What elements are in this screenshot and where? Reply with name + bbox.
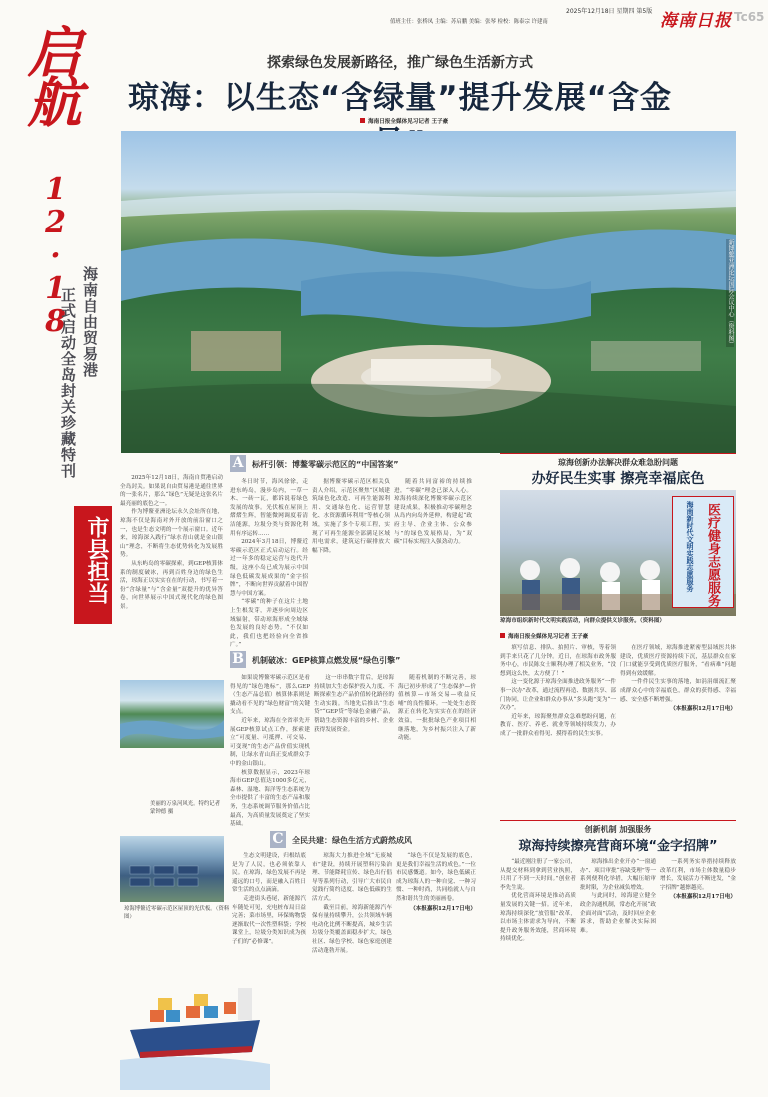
paragraph: 据博鳌零碳示范区相关负责人介绍，示范区聚焦“区域建筑绿色化改造、可再生能源利用、交通绿色化、运营智慧化、水资源循环利用”等核心领域，实施了多个专项工程，实现了可再生能源全部满足区域用电需求，建筑运行碳排放大幅下降。: [312, 479, 390, 554]
section-c-header: [270, 830, 490, 850]
paragraph: 生态文明建设，归根结底是为了人民，也必须依靠人民。在琼海，绿色发展不再是遥远的口号，而是融入百姓日常生活的点点滴滴。: [232, 853, 306, 894]
paragraph: 在医疗领域，琼海推进紧密型县域医共体建设，优质医疗资源持续下沉，基层群众在家门口就能享受到优质医疗服务，“看病难”问题得到有效缓解。: [620, 645, 736, 677]
story2-col2: [620, 644, 736, 712]
paragraph: 这一串串数字背后，是琼海持续加大生态保护投入力度、不断探索生态产品价值转化路径的生动实践。当地先后推出“生态贷”“GEP贷”等绿色金融产品，帮助生态资源丰富的乡村、企业获得发展资金。: [314, 675, 394, 733]
lead-kicker: 探索绿色发展新路径，推广绿色生活新方式: [267, 55, 533, 71]
paragraph: 一系列务实举措持续释放改革红利，市场主体数量稳步增长，发展活力不断迸发，“金字招牌”越擦越亮。: [660, 859, 736, 891]
river-photo-caption: 美丽的万泉河风光。特约记者 蒙钟德 摄: [150, 801, 221, 815]
section-title: 标杆引领：博鳌零碳示范区的“中国答案”: [252, 460, 399, 469]
section-title: 全民共建：绿色生活方式蔚然成风: [292, 836, 412, 845]
paragraph: 截至目前，琼海新能源汽车保有量持续攀升，公共领域车辆电动化比例不断提高，城乡生活垃圾分类覆盖面稳步扩大，绿色社区、绿色学校、绿色家庭创建活动蓬勃开展。: [312, 904, 392, 954]
endnote: （本报嘉积12月17日电）: [410, 905, 476, 912]
story2-headline: 办好民生实事 擦亮幸福底色: [531, 471, 705, 487]
story2-photo-caption: 琼海市组织新时代文明实践活动，向群众提供义诊服务。（资料图）: [500, 618, 666, 624]
byline-square-icon: [500, 633, 505, 638]
story3-kicker: 创新机制 加强服务: [584, 824, 652, 834]
intro-paragraph: 从东屿岛的零碳探索，到GEP核算体系的制度破冰，再到百姓身边的绿色生活，琼海正以实实在在的行动，书写着一份“含绿量”与“含金量”双提升的优异答卷，向世界展示中国式现代化的绿色图景。: [120, 560, 223, 610]
paragraph: 优化营商环境是推动高质量发展的关键一招。近年来，琼海持续深化“放管服”改革，以市场主体需求为导向，不断提升政务服务效能，营商环境持续优化。: [500, 893, 576, 943]
corner-tag: Tc65: [734, 10, 765, 24]
solar-photo: [120, 836, 224, 902]
solar-photo-caption: 琼海博鳌近零碳示范区屋顶的光伏板。（资料图）: [124, 906, 230, 920]
page-number: 第5版: [636, 8, 653, 15]
paragraph: “最近刚注册了一家公司，从提交材料到拿到营业执照，只用了不到一天时间。”创业者李先生说。: [500, 859, 576, 891]
intro-paragraph: 作为博鳌亚洲论坛永久会址所在地，琼海不仅是海南对外开放的前沿窗口之一，也是生态文明的一个展示窗口。近年来，琼海深入践行“绿水青山就是金山银山”理念，不断将生态优势转化为发展胜势。: [120, 509, 223, 559]
story3-col3: [660, 858, 736, 900]
masthead: [0, 0, 768, 34]
lead-headline: 琼海：以生态“含绿量”提升发展“含金: [127, 80, 673, 116]
section-a-col3: [394, 478, 472, 547]
volunteer-banner-title: 医疗健身志愿服务: [705, 503, 720, 607]
section-a-col2: [312, 478, 390, 555]
paragraph: 核算数据显示，2023年琼海市GEP总值达1000多亿元，森林、湿地、海洋等生态系统为全市提供了丰富的生态产品和服务，生态系统调节服务价值占比最高，为高质量发展奠定了坚实基础。: [230, 769, 310, 828]
section-c-col2: [312, 852, 392, 955]
volunteer-banner: [672, 496, 734, 608]
story3-col1: [500, 858, 576, 944]
intro-column: [120, 474, 223, 612]
ship-illustration: [120, 960, 270, 1090]
paragraph: 2024年3月18日，博鳌近零碳示范区正式启动运行。经过一年多的稳定运营与迭代升级，这座小岛已成为展示中国绿色低碳发展成果的“金字招牌”，不断向世界贡献着中国智慧与中国方案。: [230, 539, 308, 597]
paragraph: 走进街头巷尾，新能源汽车随处可见，充电桩布局日益完善；菜市场里，环保购物袋逐渐取代一次性塑料袋；学校课堂上，垃圾分类知识成为孩子们的“必修课”。: [232, 895, 306, 945]
banner-big-title: 启航: [19, 24, 83, 124]
volunteer-banner-sub: 海南新时代文明实践志愿服务: [686, 501, 695, 592]
paragraph: 一件件民生实事的落地，如涓涓细流汇聚成群众心中的幸福底色，群众的获得感、幸福感、安全感不断增强。: [620, 679, 736, 703]
medical-volunteer-photo: [500, 490, 736, 616]
story2-kicker: 琼海创新办法解决群众难急盼问题: [558, 457, 678, 467]
intro-paragraph: 2025年12月18日，海南自贸港启动全岛封关。如果说自由贸易港是通往世界的一张名片，那么“绿色”无疑是这张名片最亮丽的底色之一。: [120, 475, 223, 507]
paragraph: 如果说博鳌零碳示范区是看得见的“绿色地标”，那么GEP（生态产品总值）核算体系则是撬动看不见的“绿色财富”的关键支点。: [230, 675, 310, 716]
section-b-col2: [314, 674, 394, 734]
story3-col2: [580, 858, 656, 935]
byline-square-icon: [360, 118, 365, 123]
paragraph: 琼海大力推进全域“无废城市”建设，持续开展塑料污染治理、节能降耗宣传、绿色出行倡导等系列行动，引导广大市民自觉践行简约适度、绿色低碳的生活方式。: [312, 853, 392, 902]
story3-rule: [500, 820, 736, 821]
banner-line1: 海南自由贸易港: [81, 266, 99, 378]
section-b-col3: [398, 674, 476, 743]
paragraph: 冬日时节，海风徐徐，走进东屿岛，漫步岛内，一草一木、一砖一瓦，都诉说着绿色发展的故事。光伏板在屋顶上熠熠生辉，智能微网调度着清洁能源，垃圾分类与资源化利用有序运转……: [230, 479, 308, 537]
river-photo: [120, 680, 224, 748]
lead-byline: 海南日报全媒体见习记者 王子豪: [360, 117, 448, 125]
section-b-col1: [230, 674, 310, 829]
section-letter: C: [270, 831, 286, 848]
story2-rule: [500, 453, 736, 454]
paper-logo: 海南日报: [660, 11, 732, 31]
section-a-col1: [230, 478, 308, 650]
section-c-col1: [232, 852, 306, 947]
paragraph: 填写信息、排队、拍照片、审核，等着领到手来只花了几分钟。近日，在琼海市政务服务中心，市民陈女士顺利办理了相关业务，“没想到这么快，太方便了！”: [500, 645, 616, 677]
paragraph: “绿色不仅是发展的底色，更是我们幸福生活的成色。”一位市民感慨道。如今，绿色低碳正成为琼海人的一种自觉、一种习惯、一种时尚，共同绘就人与自然和谐共生的美丽画卷。: [396, 853, 476, 902]
editors-line: 值班主任：张桥凤 主编：苏启鹏 美编：张琴 检校：陈泰宗 许建南: [390, 19, 548, 25]
paragraph: 近年来，琼海在全省率先开展GEP核算试点工作，探索建立“可度量、可抵押、可交易、可变现”的生态产品价值实现机制，让绿水青山真正变成群众手中的金山银山。: [230, 717, 310, 767]
section-letter: A: [230, 455, 246, 472]
story3-headline: 琼海持续擦亮营商环境“金字招牌”: [518, 839, 718, 854]
section-label-block: 市县担当: [74, 506, 112, 624]
paragraph: “零碳”的种子在这片土地上生根发芽，并逐步向周边区域辐射，带动琼海形成全域绿色发展的良好态势。“不仅如此，我们也把经验向全省推广。”: [230, 599, 308, 649]
paragraph: 随着共同富裕的持续推进，“零碳”理念已深入人心。琼海持续深化博鳌零碳示范区建设成果，积极推动零碳理念从岛内向岛外延伸，构建起“政府主导、企业主体、公众参与”的绿色发展格局，为“双碳”目标实现注入强劲动力。: [394, 479, 472, 546]
story2-col1: [500, 644, 616, 739]
paragraph: 琼海推出企业开办“一窗通办”、项目审批“容缺受理”等一系列便利化举措，大幅压缩审批时限，为企业减负增效。: [580, 859, 656, 891]
paragraph: 与此同时，琼海建立健全政企沟通机制，常态化开展“政企面对面”活动，及时回应企业诉求，帮助企业解决实际困难。: [580, 893, 656, 934]
paragraph: 这一变化源于琼海全面推进政务服务“一件事一次办”改革，通过流程再造、数据共享、部门协同，让企业和群众办事从“多头跑”变为“一次办”。: [500, 679, 616, 712]
endnote: （本报嘉积12月17日电）: [670, 706, 736, 713]
endnote: （本报嘉积12月17日电）: [670, 894, 736, 901]
story2-byline: 海南日报全媒体见习记者 王子豪: [500, 632, 588, 640]
lead-aerial-photo: [121, 131, 736, 453]
paragraph: 近年来，琼海聚焦群众急难愁盼问题，在教育、医疗、养老、就业等领域持续发力，办成了一批群众看得见、摸得着的民生实事。: [500, 713, 616, 737]
section-c-col3: [396, 852, 476, 912]
banner-date: 12·18: [38, 172, 73, 337]
section-b-header: [230, 650, 490, 670]
section-a-header: [230, 454, 490, 474]
section-title: 机制破冰：GEP核算点燃发展“绿色引擎”: [252, 656, 401, 665]
section-letter: B: [230, 651, 246, 668]
date-line: 2025年12月18日 星期四 第5版: [566, 8, 653, 15]
banner-line2: 正式启动全岛封关珍藏特刊: [59, 287, 77, 479]
aerial-scene: [121, 131, 736, 453]
lead-photo-caption: 新博鳌亚洲论坛国际会议中心（资料图）: [727, 239, 734, 347]
paragraph: 随着机制的不断完善，琼海已初步形成了“生态保护—价值核算—市场交易—收益反哺”的良性循环。一处处生态资源正在转化为实实在在的经济效益，一批批绿色产业项目相继落地，为乡村振兴注入了新动能。: [398, 675, 476, 742]
